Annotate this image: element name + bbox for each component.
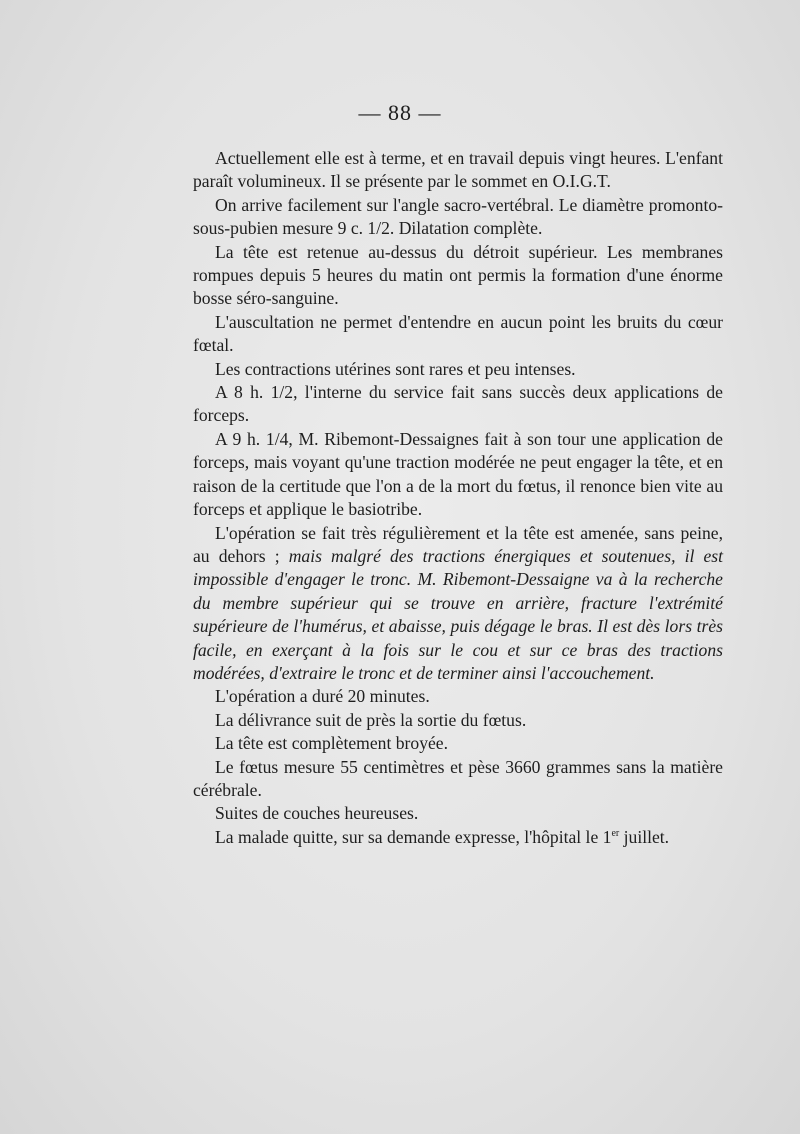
paragraph-14-main: La malade quitte, sur sa demande expresse, l'hôpital le 1 xyxy=(215,826,612,847)
paragraph-4: L'auscultation ne permet d'entendre en aucun point les bruits du cœur fœtal. xyxy=(193,311,723,356)
page-number: — 88 — xyxy=(358,100,442,125)
paragraph-12: Le fœtus mesure 55 centimètres et pèse 3660 grammes sans la matière cérébrale. xyxy=(193,756,723,800)
paragraph-8 xyxy=(193,522,723,686)
paragraph-9: L'opération a duré 20 minutes. xyxy=(215,686,430,707)
paragraph-8-italic: mais malgré des tractions énergiques et soutenues, il est impossible d'engager le tronc. M. Ribemont-Dessaigne va à la recherche du membre supérieur qui se trouve en arrière, fracture l'extrémité supérieure de l'humérus, et abaisse, puis dégage le bras. Il est dès lors très facile, en exerçant à la fois sur le cou et sur ce bras des tractions modérées, d'extraire le tronc et de terminer ainsi l'accouchement. xyxy=(193,545,723,683)
paragraph-8-roman: L'opération se fait très régulièrement et la tête est amenée, sans peine, au dehors ; xyxy=(193,522,723,566)
paragraph-2: On arrive facilement sur l'angle sacro-vertébral. Le diamètre promonto-sous-pubien mesure 9 c. 1/2. Dilatation complète. xyxy=(193,194,723,239)
ordinal-superscript: er xyxy=(611,827,620,839)
paragraph-11: La tête est complètement broyée. xyxy=(215,733,449,754)
paragraph-6: A 8 h. 1/2, l'interne du service fait sans succès deux applications de forceps. xyxy=(193,382,723,426)
paragraph-13: Suites de couches heureuses. xyxy=(215,803,419,824)
paragraph-7: A 9 h. 1/4, M. Ribemont-Dessaignes fait à son tour une application de forceps, mais voyant qu'une traction modérée ne peut engager la tête, et en raison de la certitude que l'on a de la mort du fœtus, il renonce bien vite au forceps et applique le basiotribe. xyxy=(193,428,723,520)
paragraph-5: Les contractions utérines sont rares et peu intenses. xyxy=(215,358,576,379)
body-text xyxy=(193,147,723,849)
paragraph-3: La tête est retenue au-dessus du détroit supérieur. Les membranes rompues depuis 5 heures du matin ont permis la formation d'une énorme bosse séro-sanguine. xyxy=(193,241,723,309)
paragraph-1: Actuellement elle est à terme, et en travail depuis vingt heures. L'enfant paraît volumineux. Il se présente par le sommet en O.I.G.T. xyxy=(193,148,723,192)
paragraph-10: La délivrance suit de près la sortie du fœtus. xyxy=(215,709,527,730)
paragraph-14 xyxy=(193,826,723,849)
paragraph-14-end: juillet. xyxy=(619,826,670,847)
